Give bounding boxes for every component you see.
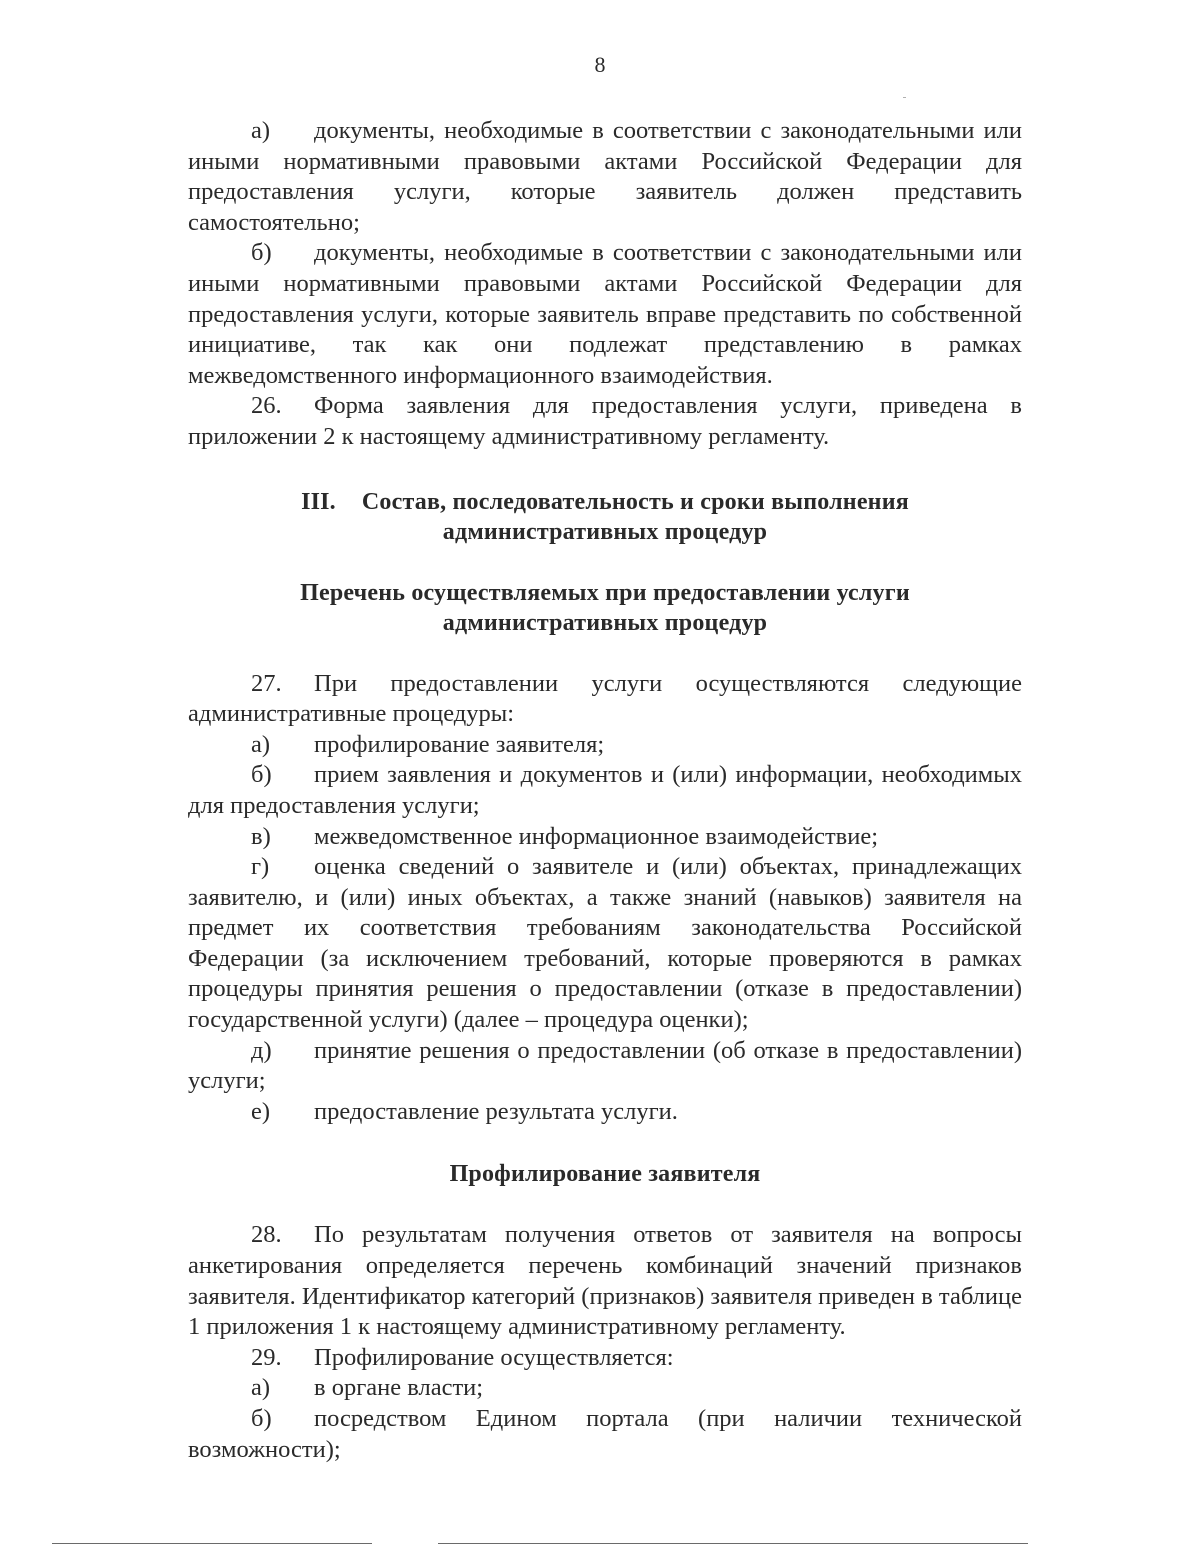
list-marker: б) — [251, 239, 272, 267]
list-item — [188, 730, 1022, 761]
list-item-text: предоставление результата услуги. — [314, 1097, 678, 1125]
list-item — [188, 852, 1022, 1036]
paragraph-text: Форма заявления для предоставления услуги, приведена в приложении 2 к настоящему административному регламенту. — [188, 392, 1022, 450]
footer-rule-left — [52, 1543, 372, 1544]
list-item — [188, 116, 1022, 238]
section-heading-line1: Состав, последовательность и сроки выполнения — [361, 488, 909, 515]
list-item — [188, 1404, 1022, 1465]
section-heading-line2: административных процедур — [442, 518, 768, 545]
list-marker: б) — [251, 761, 272, 789]
subheading-procedures-list — [188, 578, 1022, 638]
list-marker: г) — [251, 853, 270, 881]
list-item-text: посредством Едином портала (при наличии технической возможности); — [188, 1405, 1022, 1463]
list-marker: д) — [251, 1036, 272, 1064]
paragraph-text: По результатам получения ответов от заявителя на вопросы анкетирования определяется перечень комбинаций значений признаков заявителя. Идентификатор категорий (признаков) заявителя приведен в таблице 1 приложения 1 к настоящему административному регламенту. — [188, 1221, 1022, 1341]
paragraph-text: Профилирование осуществляется: — [314, 1343, 674, 1371]
paragraph-text: При предоставлении услуги осуществляются следующие административные процедуры: — [188, 669, 1022, 728]
list-item — [188, 822, 1022, 853]
paragraph-number: 27. — [251, 669, 282, 697]
list-item — [188, 760, 1022, 821]
list-item-text: оценка сведений о заявителе и (или) объектах, принадлежащих заявителю, и (или) иных объектах, а также знаний (навыков) заявителя на предмет их соответствия требованиям законодательства Российской Федерации (за исключением требований, которые проверяются в рамках процедуры принятия решения о предоставлении (отказе в предоставлении) государственной услуги) (далее – процедура оценки); — [188, 853, 1022, 1034]
list-marker: в) — [251, 822, 271, 850]
document-body — [188, 116, 1022, 1465]
subheading-line2: административных процедур — [442, 609, 768, 636]
section-number: III. — [301, 488, 336, 515]
scan-artifact — [903, 97, 906, 98]
list-marker: е) — [251, 1097, 271, 1125]
page-number: 8 — [594, 52, 606, 77]
paragraph-28 — [188, 1220, 1022, 1342]
list-item — [188, 1036, 1022, 1097]
list-marker: а) — [251, 117, 271, 144]
list-item-text: межведомственное информационное взаимодействие; — [314, 822, 879, 850]
list-item-text: прием заявления и документов и (или) информации, необходимых для предоставления услуги; — [188, 761, 1022, 819]
footer-rule-right — [438, 1543, 1028, 1544]
paragraph-26 — [188, 391, 1022, 452]
paragraph-number: 29. — [251, 1343, 282, 1371]
section-heading — [188, 487, 1022, 547]
list-item-text: документы, необходимые в соответствии с законодательными или иными нормативными правовыми актами Российской Федерации для предоставления услуги, которые заявитель вправе представить по собственной инициативе, так как они подлежат представлению в рамках межведомственного информационного взаимодействия. — [188, 239, 1022, 389]
subheading-profiling: Профилирование заявителя — [449, 1161, 761, 1188]
list-item — [188, 238, 1022, 391]
list-marker: а) — [251, 730, 271, 758]
subheading-line1: Перечень осуществляемых при предоставлении услуги — [300, 579, 910, 606]
list-item — [188, 1373, 1022, 1404]
list-marker: б) — [251, 1405, 272, 1432]
paragraph-number: 26. — [251, 392, 282, 420]
paragraph-29 — [188, 1343, 1022, 1374]
list-item-text: принятие решения о предоставлении (об отказе в предоставлении) услуги; — [188, 1036, 1022, 1095]
paragraph-27 — [188, 669, 1022, 730]
list-item — [188, 1097, 1022, 1128]
list-item-text: профилирование заявителя; — [314, 730, 605, 758]
paragraph-number: 28. — [251, 1221, 282, 1249]
list-item-text: документы, необходимые в соответствии с законодательными или иными нормативными правовыми актами Российской Федерации для предоставления услуги, которые заявитель должен представить самостоятельно; — [188, 117, 1022, 236]
list-marker: а) — [251, 1374, 271, 1402]
list-item-text: в органе власти; — [314, 1374, 484, 1402]
